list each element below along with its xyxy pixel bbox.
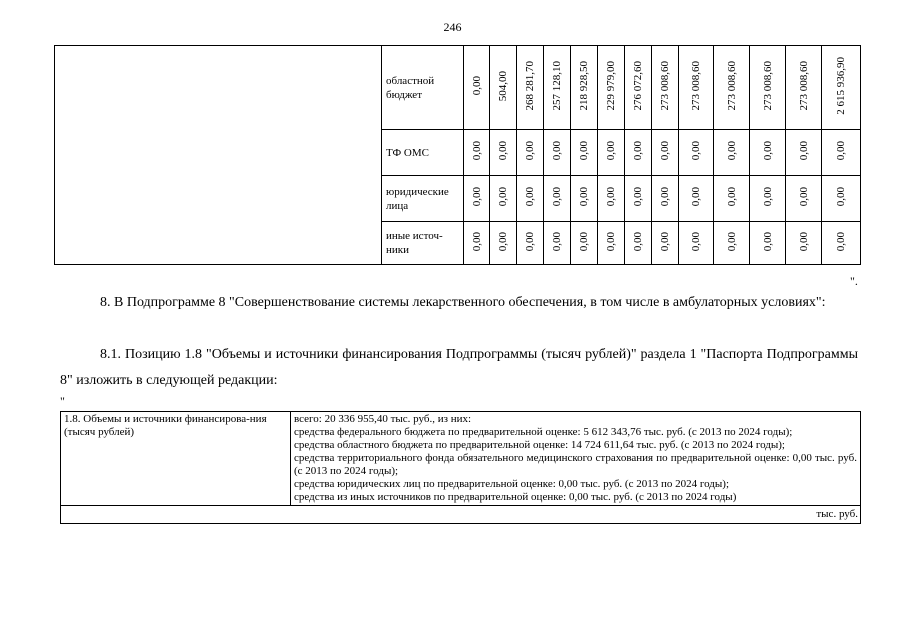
position-row bbox=[61, 412, 861, 506]
value-text: 0,00 bbox=[690, 141, 702, 161]
value-text: 0,00 bbox=[551, 141, 563, 161]
row-label-line: ники bbox=[386, 244, 410, 256]
value-text: 0,00 bbox=[632, 187, 644, 207]
value-text: 273 008,60 bbox=[725, 61, 738, 111]
value-cell bbox=[464, 130, 490, 176]
page-number: 246 bbox=[443, 20, 462, 34]
value-cell bbox=[625, 222, 652, 265]
position-label: 1.8. Объемы и источники финансирова-ния (тысяч рублей) bbox=[61, 412, 291, 506]
value-text: 0,00 bbox=[551, 187, 563, 207]
value-cell bbox=[625, 46, 652, 130]
value-cell bbox=[679, 222, 714, 265]
value-text: 504,00 bbox=[497, 70, 509, 102]
value-text: 0,00 bbox=[605, 141, 617, 161]
value-cell bbox=[822, 46, 861, 130]
value-text: 0,00 bbox=[605, 187, 617, 207]
value-text: 0,00 bbox=[470, 231, 483, 252]
value-cell bbox=[544, 46, 571, 130]
value-cell bbox=[714, 176, 750, 222]
value-text: 0,00 bbox=[835, 187, 847, 207]
value-text: 0,00 bbox=[578, 187, 590, 207]
value-cell bbox=[786, 130, 822, 176]
funding-line: средства областного бюджета по предварительной оценке: 14 724 611,64 тыс. руб. (с 2013 по 2024 годы); bbox=[294, 439, 785, 451]
value-cell bbox=[517, 130, 544, 176]
value-cell bbox=[652, 176, 679, 222]
value-cell bbox=[822, 222, 861, 265]
position-1-8-table bbox=[60, 411, 861, 524]
value-cell bbox=[625, 176, 652, 222]
funding-line: средства юридических лиц по предварительной оценке: 0,00 тыс. руб. (с 2013 по 2024 годы); bbox=[294, 478, 729, 490]
table-row bbox=[55, 46, 861, 130]
value-cell bbox=[517, 176, 544, 222]
value-text: 0,00 bbox=[551, 231, 563, 252]
value-cell bbox=[714, 46, 750, 130]
value-text: 257 128,10 bbox=[551, 61, 563, 111]
value-cell bbox=[517, 46, 544, 130]
value-cell bbox=[490, 176, 517, 222]
row-label-line: бюджет bbox=[386, 88, 422, 101]
value-text: 0,00 bbox=[690, 231, 702, 252]
value-text: 0,00 bbox=[725, 187, 738, 207]
value-cell bbox=[750, 176, 786, 222]
value-cell bbox=[598, 222, 625, 265]
value-text: 273 008,60 bbox=[761, 61, 774, 111]
empty-cell bbox=[55, 46, 382, 265]
value-text: 0,00 bbox=[835, 231, 847, 252]
funding-line: всего: 20 336 955,40 тыс. руб., из них: bbox=[294, 413, 472, 425]
value-cell bbox=[464, 46, 490, 130]
value-text: 0,00 bbox=[761, 187, 774, 207]
value-text: 0,00 bbox=[797, 141, 810, 161]
value-cell bbox=[822, 176, 861, 222]
position-content bbox=[291, 412, 861, 506]
value-cell bbox=[786, 222, 822, 265]
value-text: 0,00 bbox=[761, 231, 774, 252]
value-text: 0,00 bbox=[524, 231, 536, 252]
row-label bbox=[382, 222, 464, 265]
value-cell bbox=[571, 176, 598, 222]
value-cell bbox=[571, 130, 598, 176]
paragraph-8-1: 8.1. Позицию 1.8 "Объемы и источники финансирования Подпрограммы (тысяч рублей)" раздела 1 "Паспорта Подпрограммы 8" изложить в следующей редакции: bbox=[60, 347, 858, 388]
value-cell bbox=[679, 130, 714, 176]
value-text: 0,00 bbox=[578, 231, 590, 252]
value-text: 0,00 bbox=[632, 141, 644, 161]
row-label bbox=[382, 130, 464, 176]
value-text: 0,00 bbox=[632, 231, 644, 252]
value-text: 0,00 bbox=[497, 187, 509, 207]
value-text: 0,00 bbox=[835, 141, 847, 161]
value-text: 276 072,60 bbox=[632, 61, 644, 111]
value-cell bbox=[544, 130, 571, 176]
value-cell bbox=[571, 46, 598, 130]
row-label-line: областной bbox=[386, 74, 435, 87]
value-text: 0,00 bbox=[797, 231, 810, 252]
value-cell bbox=[786, 176, 822, 222]
value-cell bbox=[517, 222, 544, 265]
funding-line: средства федерального бюджета по предварительной оценке: 5 612 343,76 тыс. руб. (с 2013 по 2024 годы); bbox=[294, 426, 793, 438]
value-cell bbox=[652, 130, 679, 176]
row-label-line: иные источ- bbox=[386, 230, 443, 242]
value-cell bbox=[490, 222, 517, 265]
value-text: 0,00 bbox=[578, 141, 590, 161]
value-cell bbox=[544, 176, 571, 222]
value-text: 0,00 bbox=[524, 141, 536, 161]
value-cell bbox=[544, 222, 571, 265]
value-cell bbox=[490, 130, 517, 176]
value-cell bbox=[598, 46, 625, 130]
value-text: 0,00 bbox=[690, 187, 702, 207]
funding-line: средства территориального фонда обязательного медицинского страхования по предварительной оценке: 0,00 тыс. руб. (с 2013 по 2024 годы); bbox=[294, 452, 857, 477]
value-cell bbox=[571, 222, 598, 265]
row-label-line: лица bbox=[386, 199, 409, 212]
value-text: 0,00 bbox=[659, 187, 671, 207]
value-text: 0,00 bbox=[470, 141, 483, 161]
value-cell bbox=[490, 46, 517, 130]
value-cell bbox=[822, 130, 861, 176]
closing-quote: ". bbox=[850, 274, 858, 288]
value-text: 0,00 bbox=[470, 187, 483, 207]
row-label-line: юридические bbox=[386, 185, 449, 198]
funding-line: средства из иных источников по предварительной оценке: 0,00 тыс. руб. (с 2013 по 2024 годы) bbox=[294, 491, 737, 503]
value-text: 273 008,60 bbox=[659, 61, 671, 111]
value-text: 0,00 bbox=[797, 187, 810, 207]
financing-table bbox=[54, 45, 861, 265]
value-text: 273 008,60 bbox=[690, 61, 702, 111]
value-cell bbox=[786, 46, 822, 130]
value-text: 218 928,50 bbox=[578, 61, 590, 111]
value-cell bbox=[464, 222, 490, 265]
value-cell bbox=[750, 46, 786, 130]
value-text: 0,00 bbox=[497, 141, 509, 161]
opening-quote: " bbox=[60, 394, 65, 408]
value-cell bbox=[652, 46, 679, 130]
value-cell bbox=[598, 176, 625, 222]
unit-label: тыс. руб. bbox=[61, 506, 861, 524]
value-cell bbox=[750, 130, 786, 176]
value-cell bbox=[679, 176, 714, 222]
value-cell bbox=[464, 176, 490, 222]
row-label bbox=[382, 46, 464, 130]
value-text: 0,00 bbox=[497, 231, 509, 252]
value-text: 0,00 bbox=[659, 231, 671, 252]
row-label bbox=[382, 176, 464, 222]
value-text: 0,00 bbox=[470, 76, 483, 96]
value-cell bbox=[598, 130, 625, 176]
value-cell bbox=[714, 222, 750, 265]
value-cell bbox=[652, 222, 679, 265]
value-text: 0,00 bbox=[605, 231, 617, 252]
value-cell bbox=[750, 222, 786, 265]
value-text: 229 979,00 bbox=[605, 61, 617, 111]
value-text: 2 615 936,90 bbox=[835, 57, 847, 115]
value-cell bbox=[679, 46, 714, 130]
value-text: 0,00 bbox=[659, 141, 671, 161]
value-text: 0,00 bbox=[761, 141, 774, 161]
paragraph-8: 8. В Подпрограмме 8 "Совершенствование системы лекарственного обеспечения, в том числе в амбулаторных условиях": bbox=[100, 295, 826, 310]
value-text: 273 008,60 bbox=[797, 61, 810, 111]
row-label-line: ТФ ОМС bbox=[386, 146, 429, 159]
value-cell bbox=[714, 130, 750, 176]
value-text: 0,00 bbox=[725, 231, 738, 252]
value-cell bbox=[625, 130, 652, 176]
value-text: 0,00 bbox=[524, 187, 536, 207]
value-text: 268 281,70 bbox=[524, 61, 536, 111]
value-text: 0,00 bbox=[725, 141, 738, 161]
unit-row bbox=[61, 506, 861, 524]
